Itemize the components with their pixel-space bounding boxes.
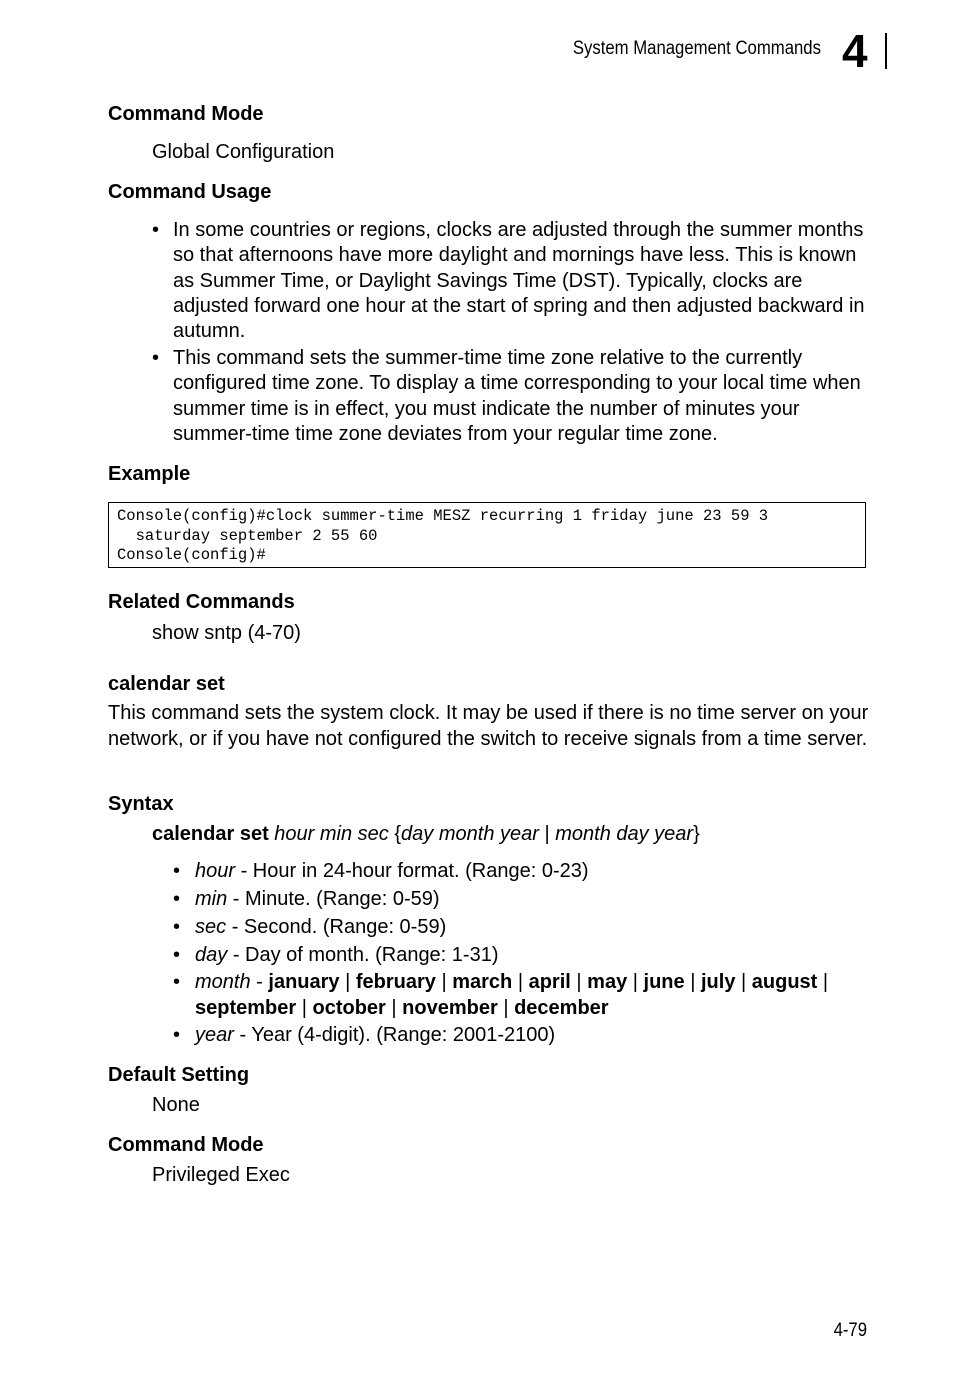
param-desc: - Year (4-digit). (Range: 2001-2100) [239,1024,556,1046]
bullet-icon: • [152,219,160,241]
page-number: 4-79 [833,1320,867,1341]
month-separator: | [391,996,397,1019]
param-item [173,887,873,913]
param-name: sec [195,916,227,938]
month-separator: | [301,996,307,1019]
param-name: min [195,888,228,910]
bullet-icon: • [173,971,181,993]
command-usage-heading: Command Usage [108,181,272,203]
month-option: september [195,996,297,1019]
month-option: january [268,971,340,993]
param-name: year [195,1024,234,1046]
code-line: Console(config)# [117,546,266,564]
syntax-heading: Syntax [108,793,174,815]
param-desc: - Hour in 24-hour format. (Range: 0-23) [240,860,589,882]
chapter-number: 4 [842,25,868,77]
month-separator: | [345,971,351,993]
usage-bullet-text: This command sets the summer-time time zone relative to the currently configured time zone. To display a time corresponding to your local time when summer time is in effect, you must indicate the number of minutes your summer-time time zone deviates from your regular time zone. [173,347,861,445]
syntax-args: day month year [401,823,539,845]
month-option: october [312,996,386,1019]
syntax-line [152,823,700,846]
related-command-link: show sntp (4-70) [152,622,301,644]
syntax-brace: { [394,823,402,845]
param-desc: - Minute. (Range: 0-59) [232,888,440,910]
param-item-month [173,970,873,1021]
param-desc: - [256,971,263,993]
month-separator: | [822,971,829,993]
month-separator: | [632,971,638,993]
param-name: day [195,944,228,966]
default-setting-heading: Default Setting [108,1064,250,1086]
month-separator: | [690,971,696,993]
bullet-icon: • [173,916,181,938]
month-option: august [751,971,818,993]
month-option: march [452,971,513,993]
code-line: saturday september 2 55 60 [117,526,378,545]
month-option: december [514,996,609,1019]
syntax-brace: } [693,823,700,845]
example-code-block [108,502,866,568]
param-desc: - Day of month. (Range: 1-31) [232,944,499,966]
param-name: month [195,971,251,993]
code-line: Console(config)#clock summer-time MESZ recurring 1 friday june 23 59 3 [117,507,769,525]
example-heading: Example [108,463,191,485]
month-option: july [700,971,736,993]
default-setting-value: None [152,1094,200,1116]
syntax-command: calendar set [152,823,269,845]
month-option: may [587,971,628,993]
syntax-args: month day year [555,823,694,845]
param-item [173,915,873,941]
syntax-separator: | [544,823,550,845]
param-item [173,859,873,885]
month-separator: | [503,996,509,1019]
related-commands-heading: Related Commands [108,591,295,613]
running-header-title: System Management Commands [572,38,821,59]
month-separator: | [517,971,524,993]
command-mode-value-2: Privileged Exec [152,1164,290,1186]
usage-bullet-item [152,346,877,447]
command-mode-value: Global Configuration [152,141,335,163]
command-mode-heading-2: Command Mode [108,1134,264,1156]
usage-bullet-text: In some countries or regions, clocks are adjusted through the summer months so that afternoons have more daylight and mornings have less. This is known as Summer Time, or Daylight Savings Time (DST). Typically, clocks are adjusted forward one hour at the start of spring and then adjusted backward in autumn. [173,219,865,343]
command-mode-heading: Command Mode [108,103,264,125]
month-option: april [528,971,571,993]
month-option: november [402,996,498,1019]
param-desc: - Second. (Range: 0-59) [231,916,447,938]
month-separator: | [741,971,747,993]
syntax-args: hour min sec [274,823,389,845]
usage-bullet-item [152,218,877,344]
param-item [173,1023,873,1049]
month-option: february [355,971,436,993]
bullet-icon: • [152,347,160,369]
chapter-marker-rule [885,33,887,69]
bullet-icon: • [173,888,181,910]
month-separator: | [576,971,582,993]
month-option: june [643,971,685,993]
param-item [173,943,873,969]
month-separator: | [441,971,447,993]
bullet-icon: • [173,944,181,966]
calendar-set-title: calendar set [108,673,225,695]
calendar-set-description: This command sets the system clock. It may be used if there is no time server on your network, or if you have not configured the switch to receive signals from a time server. [108,702,869,750]
bullet-icon: • [173,860,181,882]
param-name: hour [195,860,236,882]
bullet-icon: • [173,1024,181,1046]
